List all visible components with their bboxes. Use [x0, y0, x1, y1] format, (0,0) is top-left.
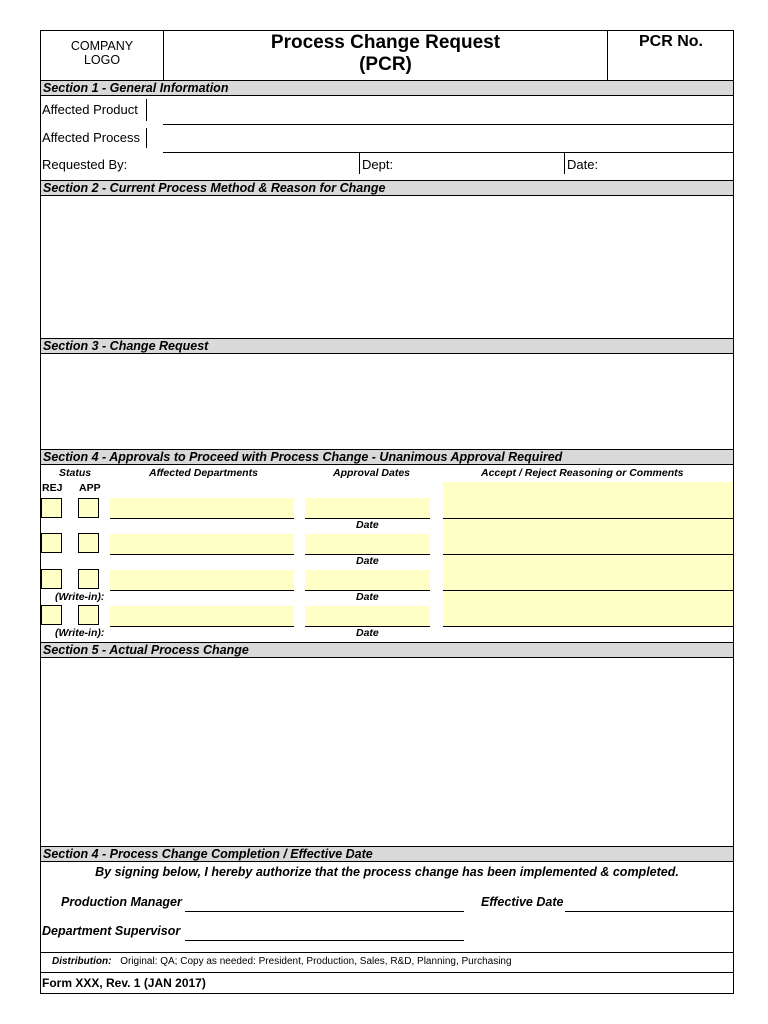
- department-line-3: [110, 590, 294, 591]
- affected-product-field[interactable]: [163, 124, 733, 125]
- logo-line2: LOGO: [83, 53, 121, 67]
- effective-date-label: Effective Date: [481, 895, 564, 909]
- pcr-number-label: PCR No.: [639, 33, 703, 50]
- approval-date-field-3[interactable]: [305, 570, 430, 590]
- title-line2: (PCR): [359, 54, 412, 75]
- rej-checkbox-3[interactable]: [41, 569, 62, 589]
- section3-header: Section 3 - Change Request: [41, 338, 733, 354]
- section4-header: Section 4 - Approvals to Proceed with Process Change - Unanimous Approval Required: [41, 449, 733, 465]
- effective-date-line[interactable]: [565, 911, 733, 912]
- app-label: APP: [79, 482, 101, 494]
- form-title: [164, 32, 607, 76]
- write-in-label-2: (Write-in):: [55, 627, 105, 639]
- department-field-4[interactable]: [110, 606, 294, 626]
- dept-divider: [359, 153, 360, 174]
- distribution-top-border: [41, 952, 733, 953]
- process-label-divider: [146, 128, 147, 148]
- rej-checkbox-1[interactable]: [41, 498, 62, 518]
- date-caption-1: Date: [356, 519, 379, 531]
- comments-line-2: [443, 554, 733, 555]
- col-comments-header: Accept / Reject Reasoning or Comments: [481, 467, 684, 479]
- completion-statement: By signing below, I hereby authorize that the process change has been implemented & completed.: [95, 865, 679, 879]
- product-label-divider: [146, 99, 147, 121]
- section5-text-area[interactable]: [41, 659, 733, 845]
- comments-line-4: [443, 626, 733, 627]
- app-checkbox-3[interactable]: [78, 569, 99, 589]
- dept-label: Dept:: [362, 157, 394, 172]
- app-checkbox-2[interactable]: [78, 533, 99, 553]
- distribution-row: [52, 956, 512, 967]
- department-supervisor-label: Department Supervisor: [42, 924, 181, 938]
- section2-text-area[interactable]: [41, 197, 733, 337]
- department-field-2[interactable]: [110, 534, 294, 554]
- completion-header: Section 4 - Process Change Completion / Effective Date: [41, 846, 733, 862]
- date-caption-3: Date: [356, 591, 379, 603]
- affected-process-label: Affected Process: [42, 130, 141, 145]
- department-line-2: [110, 554, 294, 555]
- department-line-4: [110, 626, 294, 627]
- date-caption-2: Date: [356, 555, 379, 567]
- department-field-3[interactable]: [110, 570, 294, 590]
- production-manager-label: Production Manager: [61, 895, 182, 909]
- rej-checkbox-4[interactable]: [41, 605, 62, 625]
- col-dates-header: Approval Dates: [333, 467, 411, 479]
- form-id: Form XXX, Rev. 1 (JAN 2017): [42, 976, 206, 990]
- rej-label: REJ: [42, 482, 63, 494]
- department-line-1: [110, 518, 294, 519]
- department-supervisor-signature-line[interactable]: [185, 940, 464, 941]
- affected-process-field[interactable]: [163, 152, 733, 153]
- approval-date-field-4[interactable]: [305, 606, 430, 626]
- app-checkbox-4[interactable]: [78, 605, 99, 625]
- date-label: Date:: [567, 157, 599, 172]
- approval-date-field-2[interactable]: [305, 534, 430, 554]
- write-in-label-1: (Write-in):: [55, 591, 105, 603]
- date-divider: [564, 153, 565, 174]
- section2-header: Section 2 - Current Process Method & Reason for Change: [41, 180, 733, 196]
- form-id-top-border: [41, 972, 733, 973]
- production-manager-signature-line[interactable]: [185, 911, 464, 912]
- distribution-label: Distribution:: [52, 956, 112, 967]
- distribution-text: Original: QA; Copy as needed: President, Production, Sales, R&D, Planning, Purchasing: [120, 956, 512, 967]
- comments-line-1: [443, 518, 733, 519]
- app-checkbox-1[interactable]: [78, 498, 99, 518]
- col-affected-header: Affected Departments: [149, 467, 258, 479]
- logo-line1: COMPANY: [70, 39, 134, 53]
- approval-date-field-1[interactable]: [305, 498, 430, 518]
- section3-text-area[interactable]: [41, 355, 733, 448]
- section5-header: Section 5 - Actual Process Change: [41, 642, 733, 658]
- rej-checkbox-2[interactable]: [41, 533, 62, 553]
- col-status-header: Status: [59, 467, 92, 479]
- affected-product-label: Affected Product: [42, 102, 138, 117]
- date-caption-4: Date: [356, 627, 379, 639]
- department-field-1[interactable]: [110, 498, 294, 518]
- requested-by-label: Requested By:: [42, 157, 128, 172]
- title-line1: Process Change Request: [270, 32, 501, 53]
- section1-header: Section 1 - General Information: [41, 80, 733, 96]
- comments-line-3: [443, 590, 733, 591]
- company-logo: [41, 39, 163, 67]
